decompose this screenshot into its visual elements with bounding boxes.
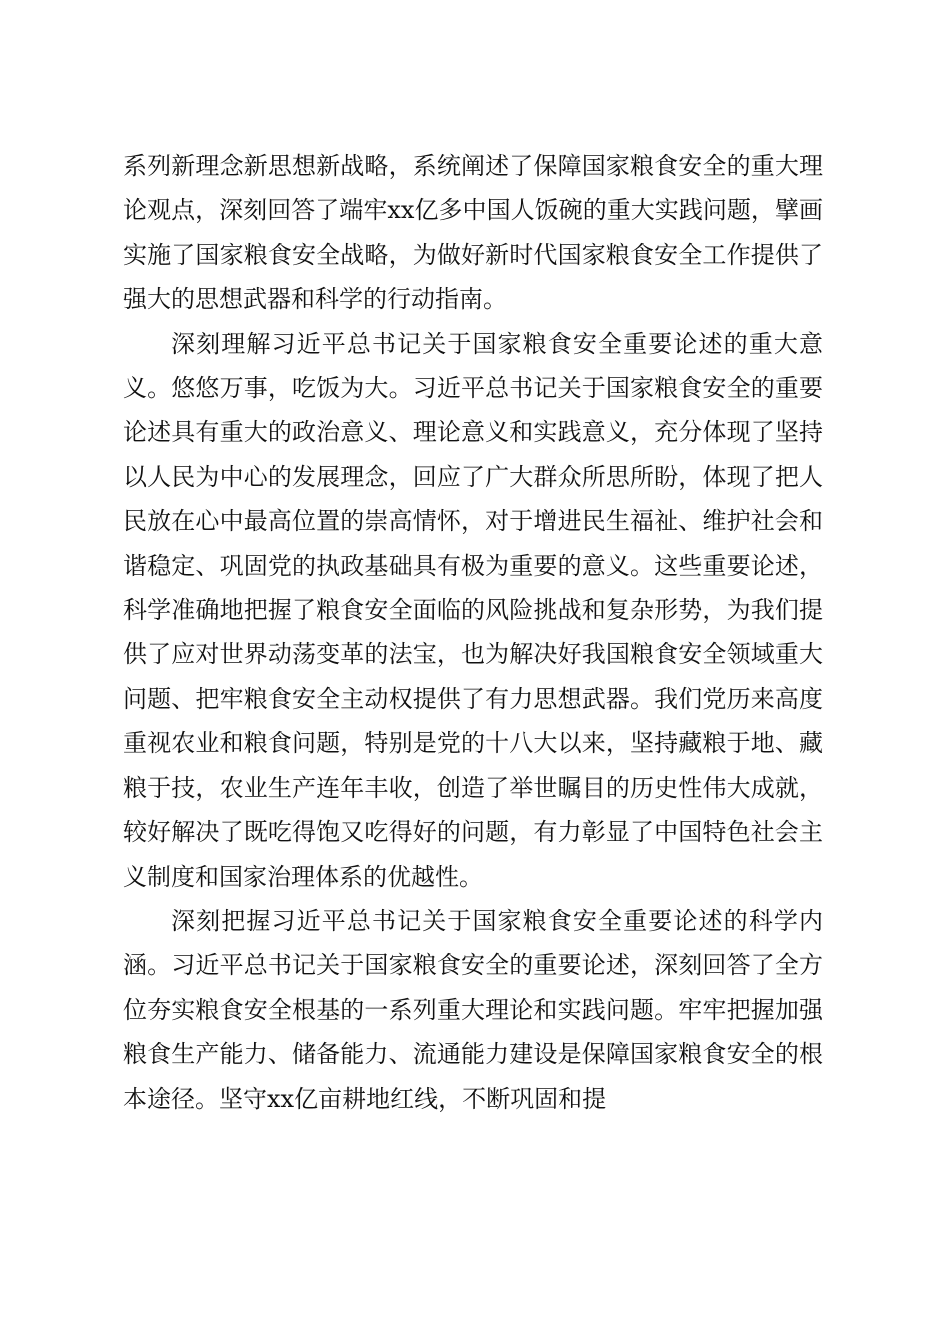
document-body — [123, 144, 823, 1121]
paragraph-3: 深刻把握习近平总书记关于国家粮食安全重要论述的科学内涵。习近平总书记关于国家粮食安全的重要论述，深刻回答了全方位夯实粮食安全根基的一系列重大理论和实践问题。牢牢把握加强粮食生产能力、储备能力、流通能力建设是保障国家粮食安全的根本途径。坚守xx亿亩耕地红线，不断巩固和提 — [123, 906, 823, 1113]
paragraph-2: 深刻理解习近平总书记关于国家粮食安全重要论述的重大意义。悠悠万事，吃饭为大。习近平总书记关于国家粮食安全的重要论述具有重大的政治意义、理论意义和实践意义，充分体现了坚持以人民为中心的发展理念，回应了广大群众所思所盼，体现了把人民放在心中最高位置的崇高情怀，对于增进民生福祉、维护社会和谐稳定、巩固党的执政基础具有极为重要的意义。这些重要论述，科学准确地把握了粮食安全面临的风险挑战和复杂形势，为我们提供了应对世界动荡变革的法宝，也为解决好我国粮食安全领域重大问题、把牢粮食安全主动权提供了有力思想武器。我们党历来高度重视农业和粮食问题，特别是党的十八大以来，坚持藏粮于地、藏粮于技，农业生产连年丰收，创造了举世瞩目的历史性伟大成就，较好解决了既吃得饱又吃得好的问题，有力彰显了中国特色社会主义制度和国家治理体系的优越性。 — [123, 329, 823, 891]
paragraph-1: 系列新理念新思想新战略，系统阐述了保障国家粮食安全的重大理论观点，深刻回答了端牢xx亿多中国人饭碗的重大实践问题，擘画实施了国家粮食安全战略，为做好新时代国家粮食安全工作提供了强大的思想武器和科学的行动指南。 — [123, 152, 823, 314]
